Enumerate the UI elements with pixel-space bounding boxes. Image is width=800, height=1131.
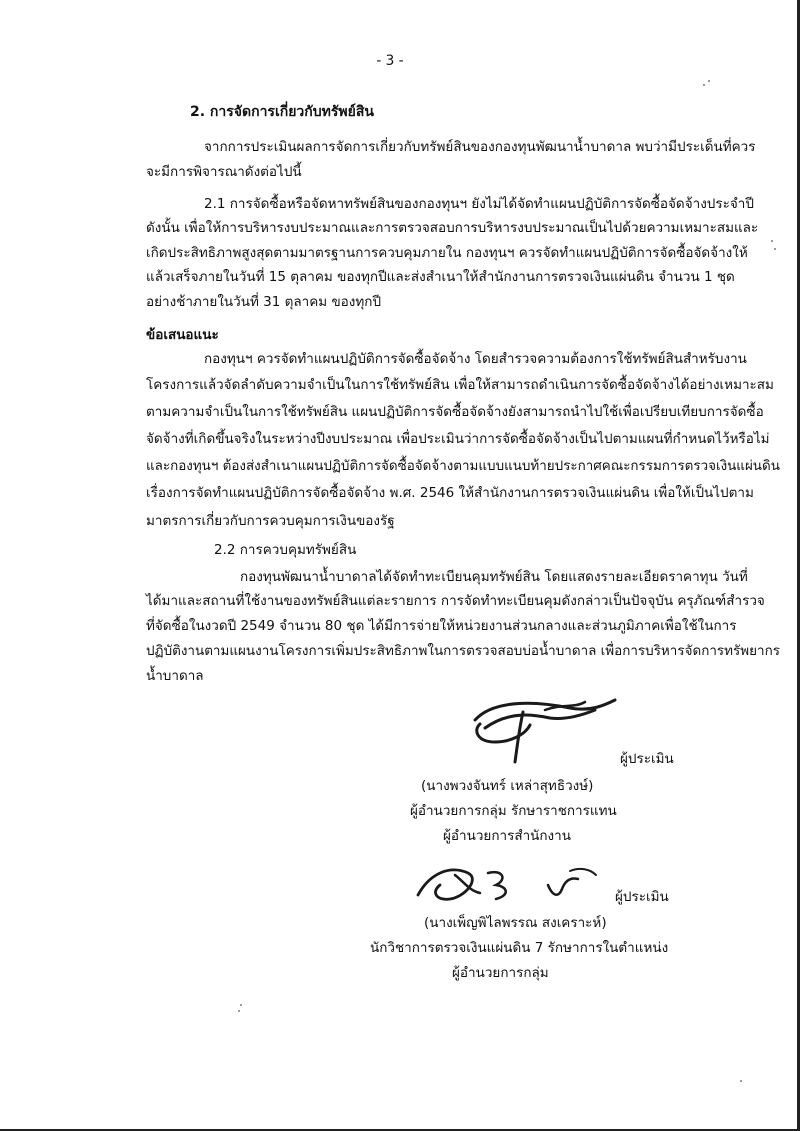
scan-speck — [708, 80, 710, 82]
signature-2-name: (นางเพ็ญพิไลพรรณ สงเคราะห์) — [424, 915, 607, 931]
intro-line: จะมีการพิจารณาดังต่อไปนี้ — [146, 164, 302, 180]
item-2-2-line: ที่จัดซื้อในงวดปี 2549 จำนวน 80 ชุด ได้มีการจ่ายให้หน่วยงานส่วนกลางและส่วนภูมิภาคเพื่อใช้ในการ — [146, 618, 737, 634]
scan-speck — [740, 1080, 742, 1082]
signature-2-position: ผู้อำนวยการกลุ่ม — [452, 965, 549, 981]
item-2-2-line: ปฏิบัติงานตามแผนงานโครงการเพิ่มประสิทธิภาพในการตรวจสอบบ่อน้ำบาดาล เพื่อการบริหารจัดการทรัพยากร — [146, 643, 780, 659]
intro-line: จากการประเมินผลการจัดการเกี่ยวกับทรัพย์สินของกองทุนพัฒนาน้ำบาดาล พบว่ามีประเด็นที่ควร — [204, 139, 756, 155]
scan-speck — [238, 1010, 240, 1012]
section-heading: 2. การจัดการเกี่ยวกับทรัพย์สิน — [190, 104, 374, 120]
signature-1-position: ผู้อำนวยการสำนักงาน — [443, 828, 571, 844]
scan-speck — [771, 240, 773, 242]
signature-1-position: ผู้อำนวยการกลุ่ม รักษาราชการแทน — [410, 803, 617, 819]
item-2-1-line: แล้วเสร็จภายในวันที่ 15 ตุลาคม ของทุกปีและส่งสำเนาให้สำนักงานการตรวจเงินแผ่นดิน จำนวน 1 ชุด — [146, 269, 735, 285]
handwritten-signature-2 — [410, 855, 610, 915]
scan-speck — [703, 84, 705, 86]
scan-speck — [774, 248, 776, 250]
signature-1-name: (นางพวงจันทร์ เหล่าสุทธิวงษ์) — [421, 778, 594, 794]
recommendation-line: เรื่องการจัดทำแผนปฏิบัติการจัดซื้อจัดจ้าง พ.ศ. 2546 ให้สำนักงานการตรวจเงินแผ่นดิน เพื่อให้เป็นไปตาม — [146, 485, 754, 501]
signature-2-role-label: ผู้ประเมิน — [615, 889, 669, 905]
recommendation-line: จัดจ้างที่เกิดขึ้นจริงในระหว่างปีงบประมาณ เพื่อประเมินว่าการจัดซื้อจัดจ้างเป็นไปตามแผนที่กำหนดไว้หรือไม่ — [146, 431, 770, 447]
recommendation-line: โครงการแล้วจัดลำดับความจำเป็นในการใช้ทรัพย์สิน เพื่อให้สามารถดำเนินการจัดซื้อจัดจ้างได้อย่างเหมาะสม — [146, 377, 774, 393]
item-2-2-line: กองทุนพัฒนาน้ำบาดาลได้จัดทำทะเบียนคุมทรัพย์สิน โดยแสดงรายละเอียดราคาทุน วันที่ — [240, 569, 748, 585]
signature-2-position: นักวิชาการตรวจเงินแผ่นดิน 7 รักษาการในตำแหน่ง — [370, 940, 669, 956]
scan-speck — [240, 1004, 242, 1006]
item-2-2-line: ได้มาและสถานที่ใช้งานของทรัพย์สินแต่ละรายการ การจัดทำทะเบียนคุมดังกล่าวเป็นปัจจุบัน ครุภัณฑ์สำรวจ — [146, 593, 765, 609]
item-2-1-line: 2.1 การจัดซื้อหรือจัดหาทรัพย์สินของกองทุนฯ ยังไม่ได้จัดทำแผนปฏิบัติการจัดซื้อจัดจ้างประจำปี — [204, 196, 754, 212]
page-number: - 3 - — [376, 53, 404, 69]
item-2-2-line: น้ำบาดาล — [146, 668, 204, 684]
recommendation-line: และกองทุนฯ ต้องส่งสำเนาแผนปฏิบัติการจัดซื้อจัดจ้างตามแบบแนบท้ายประกาศคณะกรรมการตรวจเงินแผ่นดิน — [146, 458, 780, 474]
item-2-1-line: ดังนั้น เพื่อให้การบริหารงบประมาณและการตรวจสอบการบริหารงบประมาณเป็นไปด้วยความเหมาะสมและ — [146, 220, 759, 236]
recommendation-line: มาตรการเกี่ยวกับการควบคุมการเงินของรัฐ — [146, 513, 395, 529]
signature-1-role-label: ผู้ประเมิน — [620, 751, 674, 767]
recommendation-heading: ข้อเสนอแนะ — [146, 327, 219, 343]
item-2-2-title: 2.2 การควบคุมทรัพย์สิน — [214, 542, 357, 558]
item-2-1-line: อย่างช้าภายในวันที่ 31 ตุลาคม ของทุกปี — [146, 294, 382, 310]
recommendation-line: กองทุนฯ ควรจัดทำแผนปฏิบัติการจัดซื้อจัดจ้าง โดยสำรวจความต้องการใช้ทรัพย์สินสำหรับงาน — [204, 351, 747, 367]
item-2-1-line: เกิดประสิทธิภาพสูงสุดตามมาตรฐานการควบคุมภายใน กองทุนฯ ควรจัดทำแผนปฏิบัติการจัดซื้อจัดจ้างให้ — [146, 245, 748, 261]
handwritten-signature-1 — [455, 690, 625, 770]
recommendation-line: ตามความจำเป็นในการใช้ทรัพย์สิน แผนปฏิบัติการจัดซื้อจัดจ้างยังสามารถนำไปใช้เพื่อเปรียบเทียบการจัดซื้อ — [146, 404, 764, 420]
